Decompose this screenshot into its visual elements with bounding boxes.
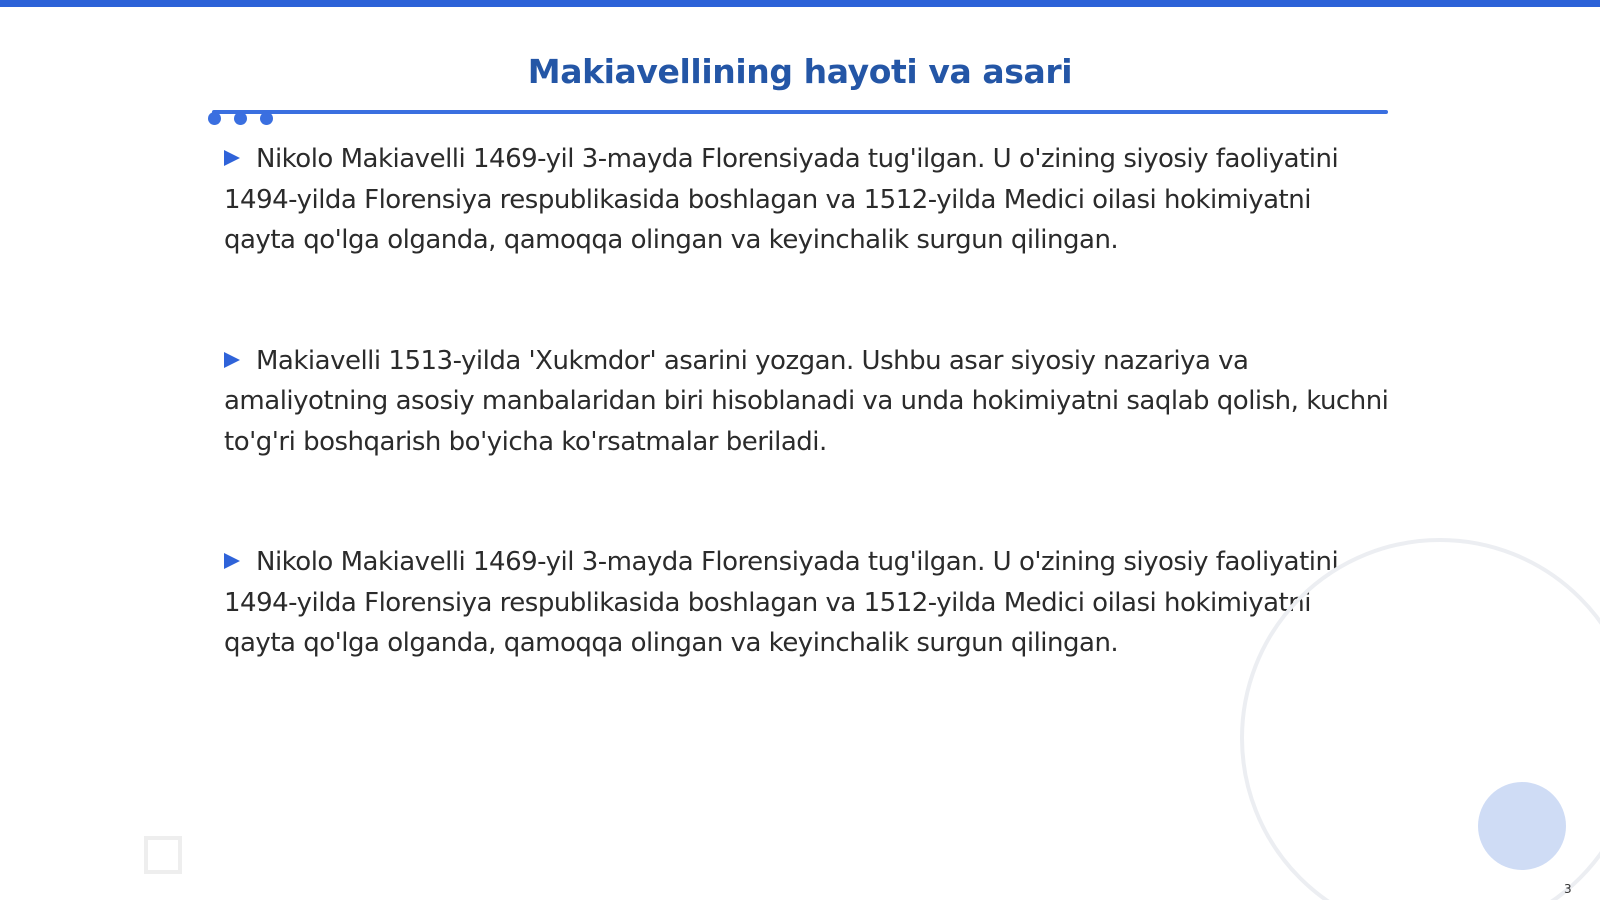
triangle-right-icon <box>224 150 240 166</box>
bullet-text: Makiavelli 1513-yilda 'Xukmdor' asarini yozgan. Ushbu asar siyosiy nazariya va amaliyotning asosiy manbalaridan biri hisoblanadi va unda hokimiyatni saqlab qolish, kuchni to'g'ri boshqarish bo'yicha ko'rsatmalar beriladi. <box>224 345 1389 457</box>
decorative-dot-icon <box>260 112 273 125</box>
decorative-square-outline <box>144 836 182 874</box>
bullet-text: Nikolo Makiavelli 1469-yil 3-mayda Florensiyada tug'ilgan. U o'zining siyosiy faoliyatini 1494-yilda Florensiya respublikasida boshlagan va 1512-yilda Medici oilasi hokimiyatni qayta qo'lga olganda, qamoqqa olingan va keyinchalik surgun qilingan. <box>224 547 1339 658</box>
decorative-circle-fill <box>1478 782 1566 870</box>
slide-title: Makiavellining hayoti va asari <box>527 52 1073 91</box>
title-underline <box>212 110 1388 114</box>
bullet-list <box>224 139 1389 744</box>
bullet-item <box>224 341 1389 463</box>
decorative-dot-icon <box>208 112 221 125</box>
decorative-dot-icon <box>234 112 247 125</box>
triangle-right-icon <box>224 553 240 569</box>
top-accent-bar <box>0 0 1600 7</box>
page-number: 3 <box>1564 882 1572 896</box>
bullet-item <box>224 542 1389 664</box>
bullet-item <box>224 139 1389 261</box>
triangle-right-icon <box>224 352 240 368</box>
bullet-text: Nikolo Makiavelli 1469-yil 3-mayda Florensiyada tug'ilgan. U o'zining siyosiy faoliyatini 1494-yilda Florensiya respublikasida boshlagan va 1512-yilda Medici oilasi hokimiyatni qayta qo'lga olganda, qamoqqa olingan va keyinchalik surgun qilingan. <box>224 144 1339 255</box>
